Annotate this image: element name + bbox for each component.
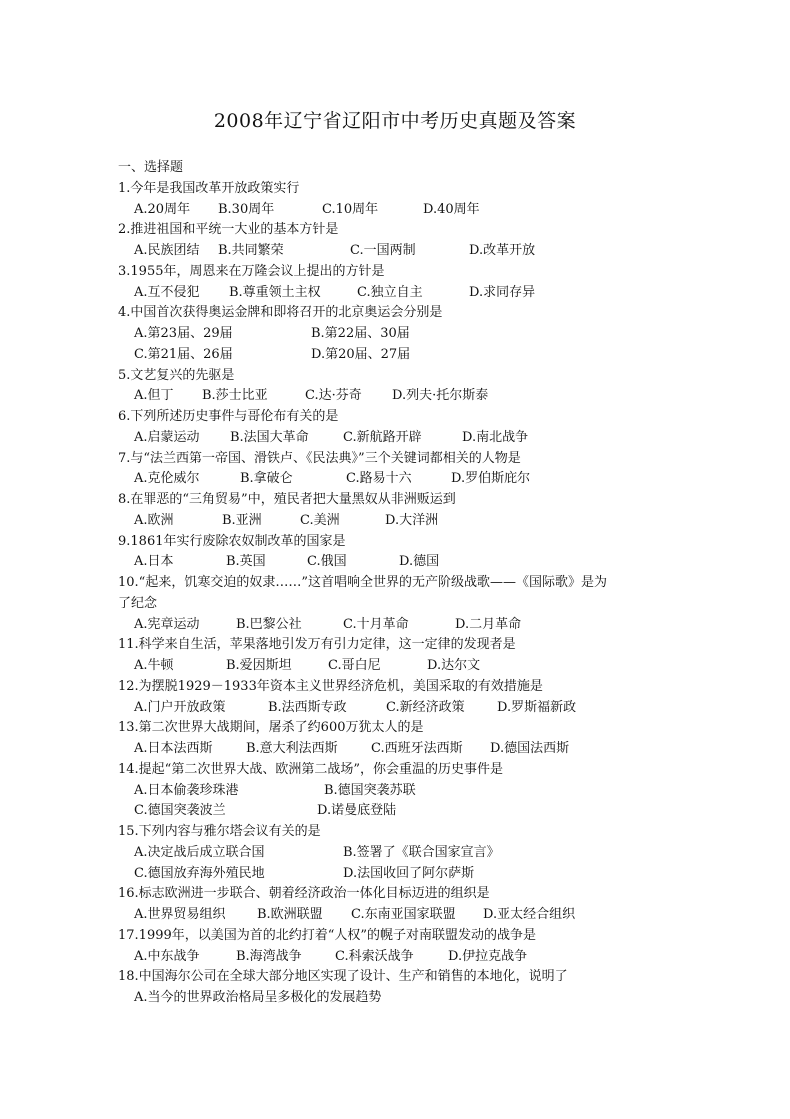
option: C.第21届、26届 bbox=[134, 346, 233, 362]
option: A.但丁 bbox=[134, 388, 174, 404]
option: C.新经济政策 bbox=[386, 699, 465, 715]
question-6-options bbox=[118, 428, 678, 449]
question-16-stem: 16.标志欧洲进一步联合、朝着经济政治一体化目标迈进的组织是 bbox=[118, 886, 490, 902]
question-10-stem-continued: 了纪念 bbox=[118, 595, 158, 611]
option: C.西班牙法西斯 bbox=[371, 741, 463, 756]
option: D.伊拉克战争 bbox=[448, 948, 528, 964]
option: D.求同存异 bbox=[469, 284, 536, 300]
option: B.法西斯专政 bbox=[268, 699, 347, 715]
question-15-options-row2 bbox=[118, 864, 678, 885]
question-14-options-row2 bbox=[118, 801, 678, 822]
option: A.决定战后成立联合国 bbox=[134, 844, 265, 860]
option: A.克伦威尔 bbox=[134, 471, 200, 487]
option: A.宪章运动 bbox=[134, 616, 200, 632]
question-15-stem: 15.下列内容与雅尔塔会议有关的是 bbox=[118, 824, 321, 839]
option: D.达尔文 bbox=[427, 658, 481, 673]
question-18-options bbox=[118, 988, 678, 1009]
option: C.一国两制 bbox=[350, 243, 416, 258]
question-2-options bbox=[118, 241, 678, 262]
option: A.牛顿 bbox=[134, 658, 174, 673]
question-14-options-row1 bbox=[118, 781, 678, 802]
option: A.互不侵犯 bbox=[134, 284, 200, 300]
section-heading: 一、选择题 bbox=[118, 160, 184, 175]
question-5-stem: 5.文艺复兴的先驱是 bbox=[118, 367, 235, 383]
question-10-stem: 10.“起来，饥寒交迫的奴隶……”这首唱响全世界的无产阶级战歌——《国际歌》是为 bbox=[118, 575, 607, 590]
option: D.罗斯福新政 bbox=[497, 699, 577, 715]
option: D.40周年 bbox=[423, 201, 480, 217]
question-3-options bbox=[118, 283, 678, 304]
option: A.民族团结 bbox=[134, 243, 200, 258]
option: C.十月革命 bbox=[343, 616, 409, 632]
option: D.罗伯斯庇尔 bbox=[451, 471, 531, 487]
question-11-options bbox=[118, 656, 678, 677]
option: B.第22届、30届 bbox=[311, 326, 410, 341]
option: B.30周年 bbox=[218, 201, 275, 217]
question-4-options-row1 bbox=[118, 324, 678, 345]
option: C.10周年 bbox=[322, 201, 379, 217]
option: D.二月革命 bbox=[455, 616, 522, 632]
option: B.拿破仑 bbox=[240, 471, 293, 487]
option: C.东南亚国家联盟 bbox=[351, 907, 456, 922]
question-12-options bbox=[118, 698, 678, 719]
option: C.路易十六 bbox=[346, 471, 412, 487]
option: A.中东战争 bbox=[134, 948, 200, 964]
question-14-stem: 14.提起“第二次世界大战、欧洲第二战场”，你会重温的历史事件是 bbox=[118, 761, 503, 777]
option: A.当今的世界政治格局呈多极化的发展趋势 bbox=[134, 990, 382, 1005]
question-11-stem: 11.科学来自生活，苹果落地引发万有引力定律，这一定律的发现者是 bbox=[118, 637, 516, 653]
option: A.20周年 bbox=[134, 201, 191, 217]
option: D.德国 bbox=[399, 554, 440, 570]
option: D.列夫·托尔斯泰 bbox=[392, 388, 489, 404]
option: C.独立自主 bbox=[357, 284, 423, 300]
option: D.德国法西斯 bbox=[490, 741, 570, 756]
option: A.日本 bbox=[134, 554, 174, 570]
option: A.门户开放政策 bbox=[134, 699, 226, 715]
question-list bbox=[118, 158, 678, 1009]
question-4-options-row2 bbox=[118, 345, 678, 366]
question-10-options bbox=[118, 615, 678, 636]
page-title: 2008年辽宁省辽阳市中考历史真题及答案 bbox=[213, 110, 577, 132]
question-17-options bbox=[118, 947, 678, 968]
question-15-options-row1 bbox=[118, 843, 678, 864]
option: A.启蒙运动 bbox=[134, 429, 200, 445]
option: A.欧洲 bbox=[134, 512, 174, 528]
option: A.第23届、29届 bbox=[134, 326, 233, 341]
question-3-stem: 3.1955年，周恩来在万隆会议上提出的方针是 bbox=[118, 263, 385, 279]
option: D.改革开放 bbox=[469, 243, 536, 258]
question-9-options bbox=[118, 552, 678, 573]
option: D.亚太经合组织 bbox=[483, 907, 576, 922]
question-8-options bbox=[118, 511, 678, 532]
option: B.亚洲 bbox=[222, 512, 262, 528]
option: B.爱因斯坦 bbox=[226, 658, 292, 673]
option: B.尊重领土主权 bbox=[229, 284, 321, 300]
question-4-stem: 4.中国首次获得奥运金牌和即将召开的北京奥运会分别是 bbox=[118, 305, 443, 321]
option: B.意大利法西斯 bbox=[246, 741, 338, 756]
option: C.达·芬奇 bbox=[305, 388, 362, 404]
option: C.俄国 bbox=[307, 554, 347, 570]
option: A.日本偷袭珍珠港 bbox=[134, 782, 239, 798]
option: C.德国突袭波兰 bbox=[134, 803, 226, 819]
option: D.法国收回了阿尔萨斯 bbox=[343, 865, 475, 881]
question-1-stem: 1.今年是我国改革开放政策实行 bbox=[118, 180, 300, 196]
option: C.新航路开辟 bbox=[343, 429, 422, 445]
question-13-options bbox=[118, 739, 678, 760]
option: D.第20届、27届 bbox=[311, 346, 411, 362]
question-16-options bbox=[118, 905, 678, 926]
option: C.哥白尼 bbox=[328, 658, 381, 673]
option: B.法国大革命 bbox=[230, 429, 309, 445]
question-13-stem: 13.第二次世界大战期间，屠杀了约600万犹太人的是 bbox=[118, 720, 424, 736]
question-9-stem: 9.1861年实行废除农奴制改革的国家是 bbox=[118, 533, 346, 549]
option: B.签署了《联合国家宣言》 bbox=[343, 844, 500, 860]
question-18-stem: 18.中国海尔公司在全球大部分地区实现了设计、生产和销售的本地化，说明了 bbox=[118, 969, 568, 985]
option: C.科索沃战争 bbox=[335, 948, 414, 964]
option: C.德国放弃海外殖民地 bbox=[134, 865, 265, 881]
option: B.欧洲联盟 bbox=[257, 907, 323, 922]
option: B.共同繁荣 bbox=[218, 243, 284, 258]
option: D.南北战争 bbox=[462, 429, 529, 445]
question-12-stem: 12.为摆脱1929－1933年资本主义世界经济危机，美国采取的有效措施是 bbox=[118, 678, 543, 694]
option: B.德国突袭苏联 bbox=[324, 782, 416, 798]
option: C.美洲 bbox=[300, 512, 340, 528]
option: D.诺曼底登陆 bbox=[317, 803, 397, 819]
question-17-stem: 17.1999年，以美国为首的北约打着“人权”的幌子对南联盟发动的战争是 bbox=[118, 927, 537, 943]
option: B.莎士比亚 bbox=[202, 388, 268, 404]
question-8-stem: 8.在罪恶的“三角贸易”中，殖民者把大量黑奴从非洲贩运到 bbox=[118, 492, 456, 507]
option: B.海湾战争 bbox=[236, 948, 302, 964]
option: A.世界贸易组织 bbox=[134, 907, 226, 922]
question-5-options bbox=[118, 386, 678, 407]
question-7-options bbox=[118, 469, 678, 490]
option: B.巴黎公社 bbox=[236, 616, 302, 632]
option: B.英国 bbox=[226, 554, 266, 570]
question-2-stem: 2.推进祖国和平统一大业的基本方针是 bbox=[118, 222, 339, 238]
option: A.日本法西斯 bbox=[134, 741, 213, 756]
question-1-options bbox=[118, 200, 678, 221]
question-7-stem: 7.与“法兰西第一帝国、滑铁卢、《民法典》”三个关键词都相关的人物是 bbox=[118, 450, 521, 466]
option: D.大洋洲 bbox=[385, 512, 439, 528]
question-6-stem: 6.下列所述历史事件与哥伦布有关的是 bbox=[118, 409, 339, 424]
